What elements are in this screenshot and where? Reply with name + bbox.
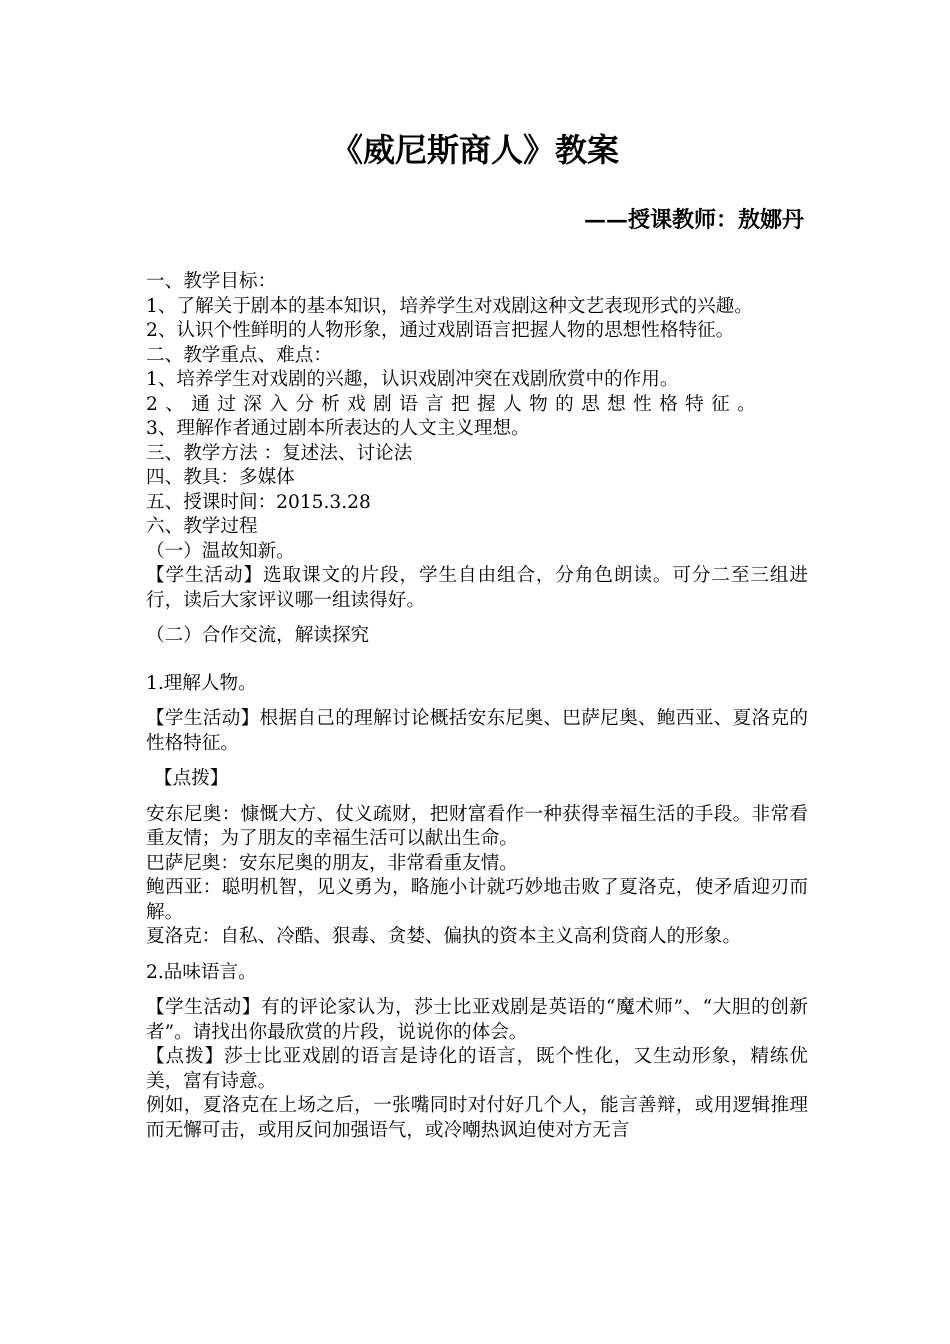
- key-point-item-1: 1、培养学生对戏剧的兴趣，认识戏剧冲突在戏剧欣赏中的作用。: [146, 369, 679, 390]
- objective-item-1: 1、了解关于剧本的基本知识，培养学生对戏剧这种文艺表现形式的兴趣。: [146, 295, 753, 317]
- guidance-language: 【点拨】莎士比亚戏剧的语言是诗化的语言，既个性化，又生动形象，精练优美，富有诗意。: [146, 1046, 808, 1092]
- section-heading-tools: 四、教具：多媒体: [146, 467, 295, 488]
- key-point-item-2: 2、通过深入分析戏剧语言把握人物的思想性格特征。: [146, 393, 764, 415]
- section-heading-process: 六、教学过程: [146, 516, 258, 537]
- section-heading-key-points: 二、教学重点、难点：: [146, 344, 332, 366]
- key-point-item-3: 3、理解作者通过剧本所表达的人文主义理想。: [146, 418, 530, 439]
- character-antonio: 安东尼奥：慷慨大方、仗义疏财，把财富看作一种获得幸福生活的手段。非常看重友情；为了朋友的幸福生活可以献出生命。: [146, 803, 808, 849]
- section-heading-time: 五、授课时间：2015.3.28: [146, 491, 371, 513]
- teacher-byline: ——授课教师：敖娜丹: [583, 207, 804, 233]
- guidance-label: 【点拨】: [154, 768, 229, 789]
- objective-item-2: 2、认识个性鲜明的人物形象，通过戏剧语言把握人物的思想性格特征。: [146, 320, 735, 341]
- example-paragraph: 例如，夏洛克在上场之后，一张嘴同时对付好几个人，能言善辩，或用逻辑推理而无懈可击，或用反问加强语气，或冷嘲热讽迫使对方无言: [146, 1095, 808, 1141]
- student-activity-paragraph: 【学生活动】选取课文的片段，学生自由组合，分角色朗读。可分二至三组进行，读后大家评议哪一组读得好。: [146, 565, 808, 611]
- character-shylock: 夏洛克：自私、冷酷、狠毒、贪婪、偏执的资本主义高利贷商人的形象。: [146, 926, 742, 947]
- character-portia: 鲍西亚：聪明机智，见义勇为，略施小计就巧妙地击败了夏洛克，使矛盾迎刃而解。: [146, 877, 808, 923]
- student-activity-characters: 【学生活动】根据自己的理解讨论概括安东尼奥、巴萨尼奥、鲍西亚、夏洛克的性格特征。: [146, 708, 808, 754]
- document-title: 《威尼斯商人》教案: [330, 131, 619, 169]
- subsection-understand-characters: 1.理解人物。: [146, 672, 257, 694]
- character-bassanio: 巴萨尼奥：安东尼奥的朋友，非常看重友情。: [146, 852, 518, 874]
- document-body: [146, 270, 808, 1143]
- student-activity-language: 【学生活动】有的评论家认为，莎士比亚戏剧是英语的“魔术师”、“大胆的创新者”。请找出你最欣赏的片段，说说你的体会。: [146, 997, 808, 1043]
- section-heading-objectives: 一、教学目标：: [146, 271, 277, 292]
- subsection-taste-language: 2.品味语言。: [146, 961, 257, 983]
- section-heading-methods: 三、教学方法 ：复述法、讨论法: [146, 442, 413, 464]
- process-step-2-heading: （二）合作交流，解读探究: [146, 625, 370, 646]
- process-step-1-heading: （一）温故知新。: [146, 540, 295, 562]
